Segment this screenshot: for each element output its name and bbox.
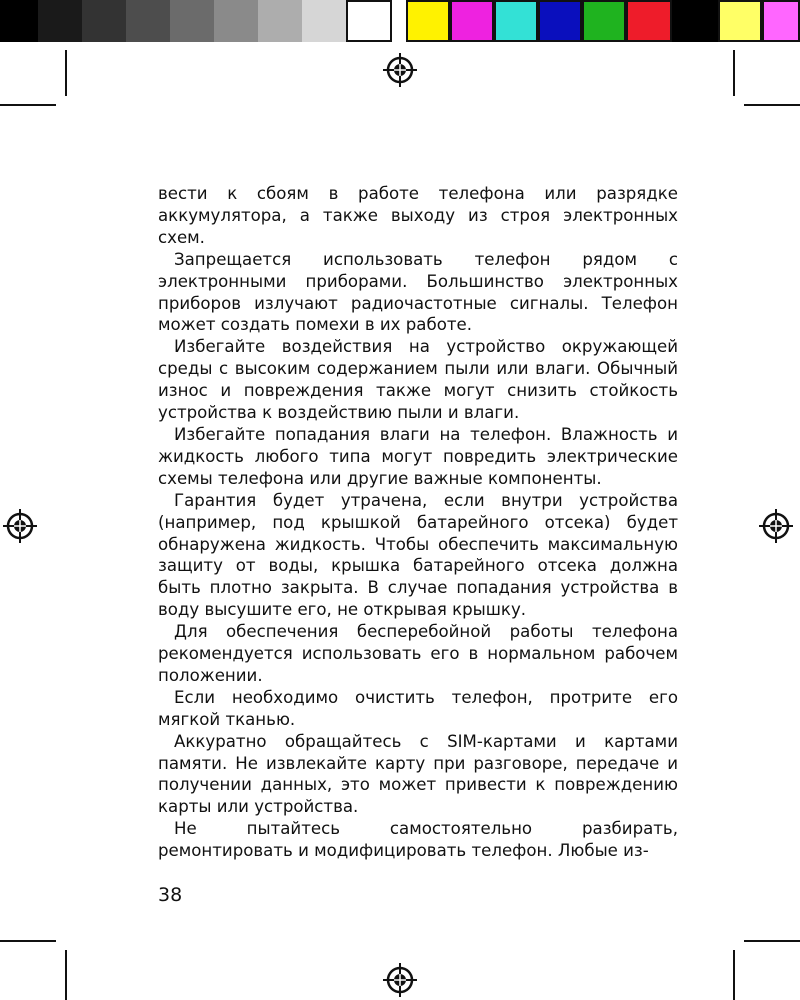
swatch-light-magenta [762,0,800,42]
page-number: 38 [158,884,183,906]
swatch-green [582,0,626,42]
paragraph-6: Для обеспечения бесперебойной работы телефона рекомендуется использовать его в нормальном рабочем положении. [158,622,678,685]
crop-mark-bottom-right-v [733,950,735,1000]
registration-target-icon [2,508,38,544]
swatch-gray-6 [258,0,302,42]
swatch-gray-2 [82,0,126,42]
swatch-red [626,0,672,42]
swatch-blue [538,0,582,42]
paragraph-8: Аккуратно обращайтесь с SIM-картами и картами памяти. Не извлекайте карту при разговоре, передаче и получении данных, это может привести к повреждению карты или устройства. [158,731,678,817]
registration-target-icon [758,508,794,544]
swatch-gray-1 [38,0,82,42]
swatch-yellow [406,0,450,42]
crop-mark-bottom-right-h [744,940,800,942]
registration-target-icon [382,52,418,88]
swatch-magenta [450,0,494,42]
paragraph-9: Не пытайтесь самостоятельно разбирать, ремонтировать и модифицировать телефон. Любые из- [158,819,678,861]
crop-mark-bottom-left-v [65,950,67,1000]
swatch-light-yellow [718,0,762,42]
swatch-gray-5 [214,0,258,42]
paragraph-1: вести к сбоям в работе телефона или разрядке аккумулятора, а также выходу из строя электронных схем. [158,184,678,247]
paragraph-7: Если необходимо очистить телефон, протрите его мягкой тканью. [158,687,678,729]
swatch-gray-0 [0,0,38,42]
paragraph-4: Избегайте попадания влаги на телефон. Влажность и жидкость любого типа могут повредить электрические схемы телефона или другие важные компоненты. [158,424,678,488]
paragraph-5: Гарантия будет утрачена, если внутри устройства (например, под крышкой батарейного отсека) будет обнаружена жидкость. Чтобы обеспечить максимальную защиту от воды, крышка батарейного отсека должна быть плотно закрыта. В случае попадания устройства в воду высушите его, не открывая крышку. [158,490,678,620]
swatch-gray-4 [170,0,214,42]
crop-mark-bottom-left-h [0,940,56,942]
paragraph-3: Избегайте воздействия на устройство окружающей среды с высоким содержанием пыли или влаги. Обычный износ и повреждения также могут снизить стойкость устройства к воздействию пыли и влаги. [158,337,678,423]
crop-mark-top-left-h [0,104,56,106]
swatch-black [672,0,718,42]
color-calibration-bar [0,0,800,42]
crop-mark-top-left-v [65,50,67,96]
crop-mark-top-right-h [744,104,800,106]
swatch-cyan [494,0,538,42]
crop-mark-top-right-v [733,50,735,96]
swatch-white [346,0,392,42]
swatch-gray-7 [302,0,346,42]
body-text [158,183,678,862]
paragraph-2: Запрещается использовать телефон рядом с электронными приборами. Большинство электронных приборов излучают радиочастотные сигналы. Телефон может создать помехи в их работе. [158,249,678,335]
registration-target-icon [382,962,418,998]
swatch-gray-3 [126,0,170,42]
